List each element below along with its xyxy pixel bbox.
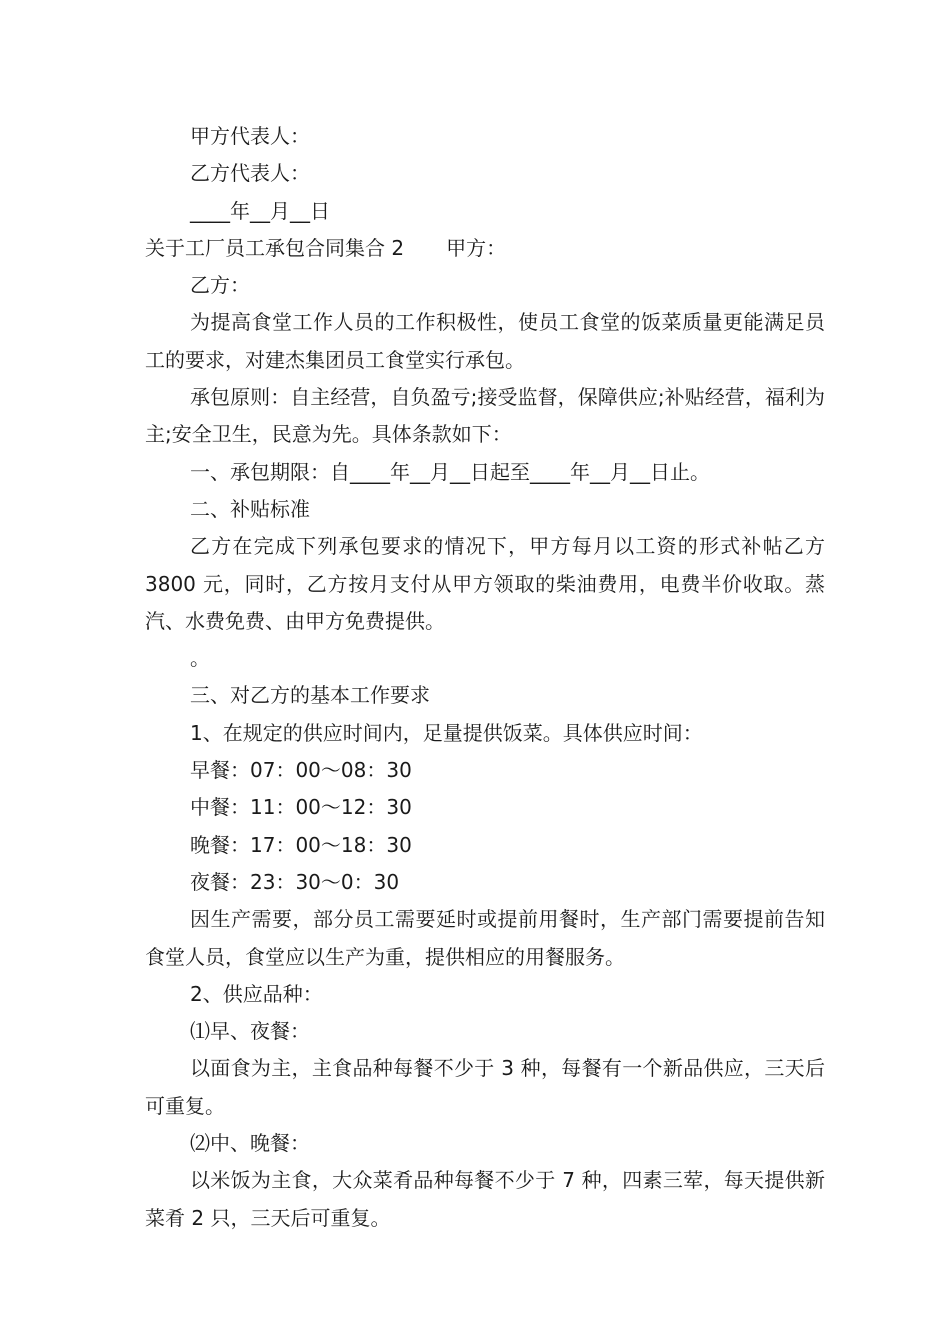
section-heading-line [145,230,825,267]
subsidy-paragraph: 乙方在完成下列承包要求的情况下，甲方每月以工资的形式补帖乙方 3800 元，同时，乙方按月支付从甲方领取的柴油费用，电费半价收取。蒸汽、水费免费、由甲方免费提供。 [145,534,825,633]
representative-b-line: 乙方代表人： [190,161,310,186]
stray-period: 。 [190,646,210,671]
dinner-time: 晚餐：17：00～18：30 [190,832,412,857]
sub-item-1-paragraph: 以面食为主，主食品种每餐不少于 3 种，每餐有一个新品供应，三天后可重复。 [145,1056,825,1118]
term-clause: 一、承包期限：自____年__月__日起至____年__月__日止。 [190,459,710,484]
requirement-2: 2、供应品种： [190,981,323,1006]
sub-item-2: ⑵中、晚餐： [190,1131,310,1156]
principles-paragraph: 承包原则：自主经营，自负盈亏;接受监督，保障供应;补贴经营，福利为主;安全卫生，民意为先。具体条款如下： [145,385,825,447]
section-title: 关于工厂员工承包合同集合 2 [145,235,405,260]
sub-item-1: ⑴早、夜餐： [190,1019,310,1044]
delay-note-paragraph: 因生产需要，部分员工需要延时或提前用餐时，生产部门需要提前告知食堂人员，食堂应以生产为重，提供相应的用餐服务。 [145,907,825,969]
intro-paragraph: 为提高食堂工作人员的工作积极性，使员工食堂的饭菜质量更能满足员工的要求，对建杰集团员工食堂实行承包。 [145,310,825,372]
party-b-label: 乙方： [190,273,250,298]
sub-item-2-paragraph: 以米饭为主食，大众菜肴品种每餐不少于 7 种，四素三荤，每天提供新菜肴 2 只，三天后可重复。 [145,1168,825,1230]
breakfast-time: 早餐：07：00～08：30 [190,758,412,783]
signature-date-line: ____年__月__日 [190,198,330,223]
subsidy-heading: 二、补贴标准 [190,496,310,521]
party-a-label: 甲方： [446,235,507,260]
lunch-time: 中餐：11：00～12：30 [190,795,412,820]
requirements-heading: 三、对乙方的基本工作要求 [190,683,430,708]
representative-a-line: 甲方代表人： [190,124,310,148]
document-body [145,118,825,1237]
night-meal-time: 夜餐：23：30～0：30 [190,869,400,894]
requirement-1: 1、在规定的供应时间内，足量提供饭菜。具体供应时间： [190,720,703,745]
